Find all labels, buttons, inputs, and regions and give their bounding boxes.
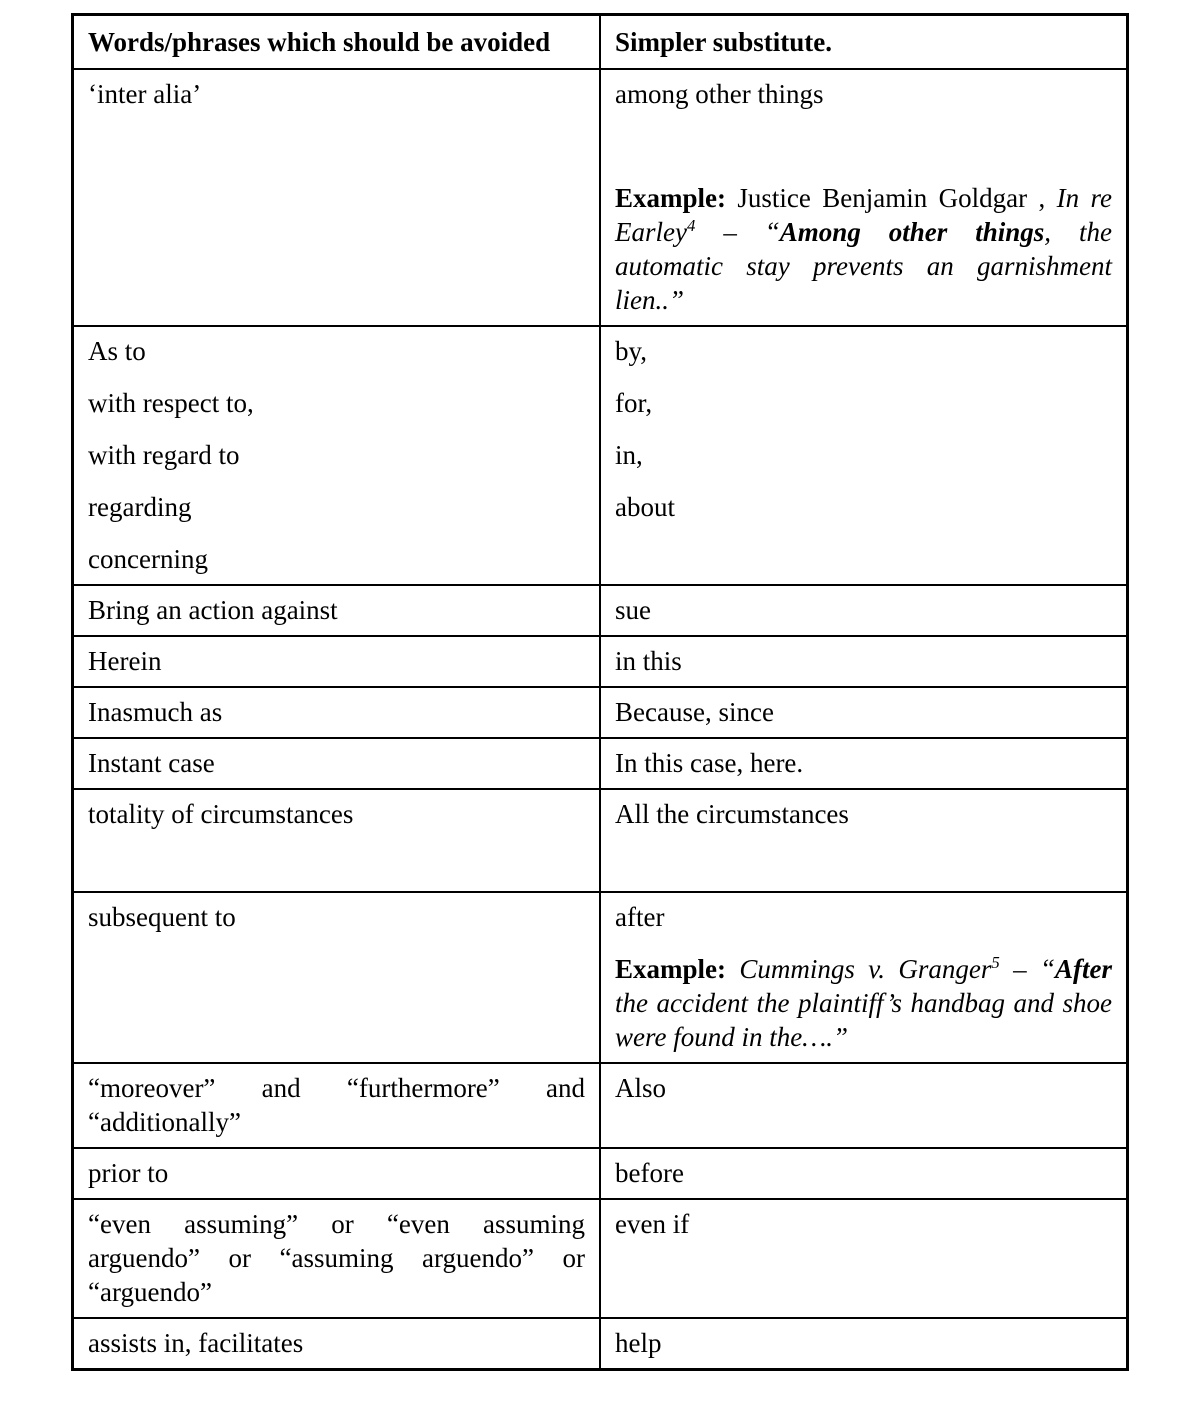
text-segment: Instant case <box>88 748 215 778</box>
text-segment: before <box>615 1158 684 1188</box>
text-segment: After <box>1055 954 1112 984</box>
text-segment: help <box>615 1328 662 1358</box>
paragraph <box>615 952 1112 1054</box>
text-segment: sue <box>615 595 651 625</box>
text-segment: , the automatic stay prevents an garnishment lien..” <box>615 217 1112 315</box>
substitute-cell <box>600 892 1128 1063</box>
avoid-cell <box>73 738 601 789</box>
paragraph <box>615 1207 1112 1241</box>
avoid-cell <box>73 585 601 636</box>
table-row <box>73 738 1128 789</box>
table-row <box>73 1148 1128 1199</box>
text-segment: concerning <box>88 544 208 574</box>
paragraph <box>615 181 1112 317</box>
paragraph <box>615 334 1112 368</box>
text-segment: even if <box>615 1209 690 1239</box>
column-header-substitute: Simpler substitute. <box>600 15 1128 70</box>
avoid-cell <box>73 326 601 585</box>
table-body <box>73 69 1128 1370</box>
text-segment: Example: <box>615 954 740 984</box>
paragraph <box>88 746 585 780</box>
paragraph <box>88 695 585 729</box>
table-row <box>73 892 1128 1063</box>
paragraph <box>88 490 585 524</box>
text-segment: subsequent to <box>88 902 236 932</box>
avoid-cell <box>73 1148 601 1199</box>
table-row <box>73 69 1128 326</box>
text-segment: All the circumstances <box>615 799 849 829</box>
paragraph <box>615 695 1112 729</box>
paragraph <box>88 644 585 678</box>
column-header-avoid: Words/phrases which should be avoided <box>73 15 601 70</box>
table-row <box>73 789 1128 892</box>
paragraph <box>615 490 1112 524</box>
text-segment: with respect to, <box>88 388 254 418</box>
paragraph <box>615 746 1112 780</box>
paragraph <box>88 386 585 420</box>
substitute-cell <box>600 1199 1128 1318</box>
table-row <box>73 1063 1128 1148</box>
text-segment: among other things <box>615 79 824 109</box>
header-row <box>73 15 1128 70</box>
text-segment: totality of circumstances <box>88 799 354 829</box>
text-segment: – “ <box>999 954 1055 984</box>
paragraph <box>615 1071 1112 1105</box>
paragraph <box>615 386 1112 420</box>
avoid-cell <box>73 687 601 738</box>
substitute-cell <box>600 1148 1128 1199</box>
avoid-cell <box>73 1063 601 1148</box>
table-container <box>71 13 1129 1371</box>
paragraph <box>615 438 1112 472</box>
substitute-cell <box>600 636 1128 687</box>
text-segment: Among other things <box>779 217 1045 247</box>
paragraph <box>88 900 585 934</box>
avoid-cell <box>73 1199 601 1318</box>
table-row <box>73 1199 1128 1318</box>
paragraph <box>615 644 1112 678</box>
table-row <box>73 585 1128 636</box>
paragraph <box>88 77 585 111</box>
text-segment: “moreover” and “furthermore” and “additionally” <box>88 1073 585 1137</box>
text-segment: In re Earley <box>615 183 1112 247</box>
text-segment: 5 <box>991 953 1000 972</box>
text-segment: in this <box>615 646 682 676</box>
text-segment: As to <box>88 336 146 366</box>
text-segment: Inasmuch as <box>88 697 223 727</box>
text-segment: Also <box>615 1073 667 1103</box>
text-segment: In this case, here. <box>615 748 804 778</box>
text-segment: Cummings v. Granger <box>739 954 992 984</box>
substitute-cell <box>600 1318 1128 1370</box>
text-segment: regarding <box>88 492 192 522</box>
substitute-cell <box>600 69 1128 326</box>
paragraph <box>615 129 1112 163</box>
avoid-cell <box>73 789 601 892</box>
substitute-cell <box>600 1063 1128 1148</box>
avoid-cell <box>73 636 601 687</box>
paragraph <box>615 1326 1112 1360</box>
paragraph <box>88 438 585 472</box>
text-segment: in, <box>615 440 643 470</box>
substitution-table <box>71 13 1129 1371</box>
paragraph <box>88 1326 585 1360</box>
text-segment: Example: <box>615 183 726 213</box>
paragraph <box>615 900 1112 934</box>
paragraph <box>615 593 1112 627</box>
paragraph <box>88 334 585 368</box>
avoid-cell <box>73 1318 601 1370</box>
paragraph <box>88 1156 585 1190</box>
paragraph <box>88 542 585 576</box>
paragraph <box>88 1207 585 1309</box>
table-row <box>73 636 1128 687</box>
paragraph <box>88 797 585 831</box>
text-segment: Because, since <box>615 697 774 727</box>
substitute-cell <box>600 687 1128 738</box>
paragraph <box>88 593 585 627</box>
table-row <box>73 687 1128 738</box>
paragraph <box>615 797 1112 831</box>
text-segment: “even assuming” or “even assuming arguendo” or “assuming arguendo” or “arguendo” <box>88 1209 585 1307</box>
substitute-cell <box>600 585 1128 636</box>
avoid-cell <box>73 892 601 1063</box>
substitute-cell <box>600 326 1128 585</box>
text-segment: the accident the plaintiff’s handbag and shoe were found in the….” <box>615 988 1112 1052</box>
text-segment: – “ <box>695 217 780 247</box>
substitute-cell <box>600 789 1128 892</box>
paragraph <box>615 77 1112 111</box>
text-segment: by, <box>615 336 647 366</box>
table-row <box>73 326 1128 585</box>
text-segment: Herein <box>88 646 162 676</box>
substitute-cell <box>600 738 1128 789</box>
text-segment: after <box>615 902 665 932</box>
avoid-cell <box>73 69 601 326</box>
paragraph <box>615 1156 1112 1190</box>
text-segment: with regard to <box>88 440 240 470</box>
paragraph <box>88 1071 585 1139</box>
text-segment: for, <box>615 388 653 418</box>
text-segment: assists in, facilitates <box>88 1328 304 1358</box>
text-segment: 4 <box>686 216 696 235</box>
paragraph <box>88 849 585 883</box>
text-segment: ‘inter alia’ <box>88 79 202 109</box>
text-segment: about <box>615 492 675 522</box>
text-segment: Bring an action against <box>88 595 338 625</box>
table-row <box>73 1318 1128 1370</box>
text-segment: Justice Benjamin Goldgar , <box>726 183 1057 213</box>
text-segment: prior to <box>88 1158 169 1188</box>
